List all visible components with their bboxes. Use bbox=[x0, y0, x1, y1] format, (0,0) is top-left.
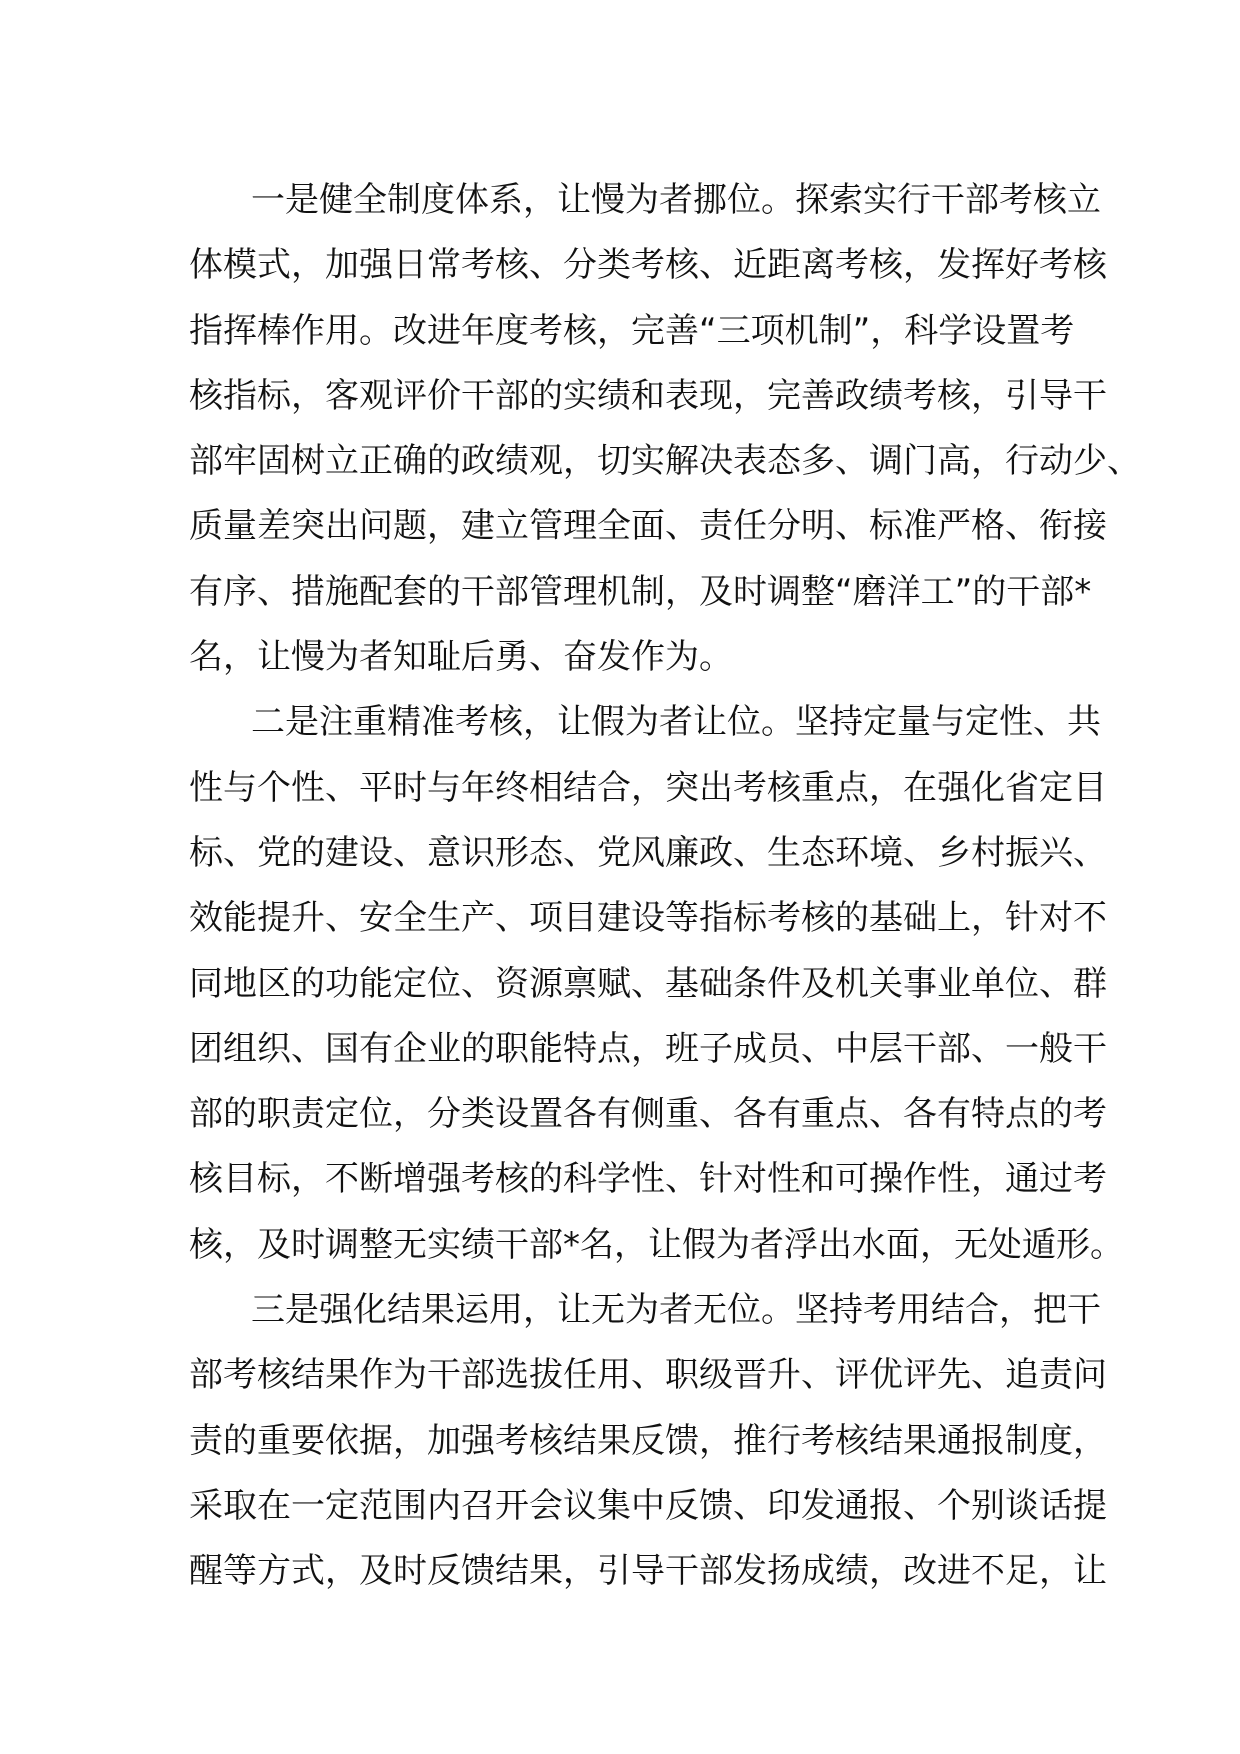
paragraph-2-line-3: 标、党的建设、意识形态、党风廉政、生态环境、乡村振兴、 bbox=[189, 832, 1107, 873]
paragraph-1-line-8: 名，让慢为者知耻后勇、奋发作为。 bbox=[189, 637, 733, 678]
paragraph-3-line-2: 部考核结果作为干部选拔任用、职级晋升、评优评先、追责问 bbox=[189, 1355, 1107, 1396]
paragraph-2 bbox=[189, 690, 1124, 1278]
paragraph-2-line-8: 核目标，不断增强考核的科学性、针对性和可操作性，通过考 bbox=[189, 1159, 1107, 1200]
paragraph-3-line-1: 三是强化结果运用，让无为者无位。坚持考用结合，把干 bbox=[251, 1290, 1101, 1331]
paragraph-2-line-1: 二是注重精准考核，让假为者让位。坚持定量与定性、共 bbox=[251, 702, 1101, 743]
paragraph-1-line-7: 有序、措施配套的干部管理机制，及时调整“磨洋工”的干部* bbox=[189, 571, 1092, 612]
document-body bbox=[189, 168, 1141, 1605]
paragraph-2-line-4: 效能提升、安全生产、项目建设等指标考核的基础上，针对不 bbox=[189, 898, 1107, 939]
paragraph-1-line-2: 体模式，加强日常考核、分类考核、近距离考核，发挥好考核 bbox=[189, 245, 1107, 286]
paragraph-2-line-2: 性与个性、平时与年终相结合，突出考核重点，在强化省定目 bbox=[189, 767, 1107, 808]
paragraph-1-line-4: 核指标，客观评价干部的实绩和表现，完善政绩考核，引导干 bbox=[189, 375, 1107, 416]
paragraph-3-line-3: 责的重要依据，加强考核结果反馈，推行考核结果通报制度， bbox=[189, 1420, 1107, 1461]
paragraph-2-line-7: 部的职责定位，分类设置各有侧重、各有重点、各有特点的考 bbox=[189, 1094, 1107, 1135]
paragraph-3-line-4: 采取在一定范围内召开会议集中反馈、印发通报、个别谈话提 bbox=[189, 1485, 1107, 1526]
paragraph-1-line-6: 质量差突出问题，建立管理全面、责任分明、标准严格、衔接 bbox=[189, 506, 1107, 547]
paragraph-2-line-6: 团组织、国有企业的职能特点，班子成员、中层干部、一般干 bbox=[189, 1028, 1107, 1069]
paragraph-3 bbox=[189, 1278, 1107, 1604]
paragraph-1-line-1: 一是健全制度体系，让慢为者挪位。探索实行干部考核立 bbox=[251, 180, 1101, 220]
paragraph-1-line-3: 指挥棒作用。改进年度考核，完善“三项机制”，科学设置考 bbox=[189, 310, 1075, 351]
paragraph-1 bbox=[189, 168, 1141, 690]
paragraph-1-line-5: 部牢固树立正确的政绩观，切实解决表态多、调门高，行动少、 bbox=[189, 441, 1141, 482]
paragraph-3-line-5: 醒等方式，及时反馈结果，引导干部发扬成绩，改进不足，让 bbox=[189, 1551, 1107, 1592]
paragraph-2-line-5: 同地区的功能定位、资源禀赋、基础条件及机关事业单位、群 bbox=[189, 963, 1107, 1004]
paragraph-2-line-9: 核，及时调整无实绩干部*名，让假为者浮出水面，无处遁形。 bbox=[189, 1224, 1124, 1265]
